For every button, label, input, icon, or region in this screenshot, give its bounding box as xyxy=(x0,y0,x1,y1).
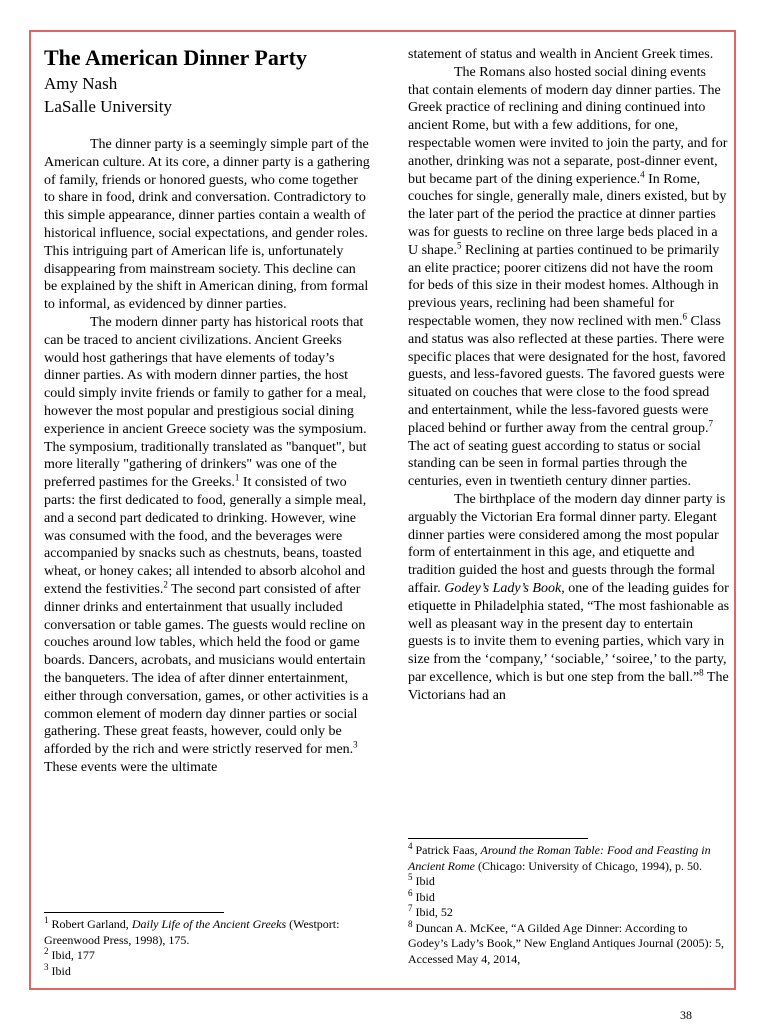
footnote: $^6$ Ibid xyxy=(408,887,435,904)
footnote: $^1$ Robert Garland, Daily Life of the Ancient Greeks (Westport: Greenwood Press, 1998), 175. xyxy=(44,915,340,947)
footnotes-right xyxy=(408,838,730,967)
paragraph: The dinner party is a seemingly simple part of the American culture. At its core, a dinner party is a gathering of family, friends or honored guests, who come together to share in food, drink and conversation. Contradictory to this simple appearance, dinner parties contain a wealth of historical influence, social expectations, and gender roles. This intriguing part of American life is, unfortunately disappearing from mainstream society. This decline can be explained by the shift in American dining, from formal to informal, as evidenced by dinner parties. xyxy=(44,137,370,313)
author-name: Amy Nash xyxy=(44,74,118,93)
footnote-ref[interactable]: 1 xyxy=(234,472,240,483)
footnote: $^7$ Ibid, 52 xyxy=(408,903,453,919)
footnote: $^8$ Duncan A. McKee, “A Gilded Age Dinner: According to Godey’s Lady’s Book,” New England Antiques Journal (2005): 5, Accessed May 4, 2014, xyxy=(408,918,724,966)
footnote-ref[interactable]: 8 xyxy=(699,667,704,678)
paragraph: The Romans also hosted social dining events that contain elements of modern day dinner parties. The Greek practice of reclining and dining continued into ancient Rome, but with a few additions, for one, respectable women were invited to join the party, and for another, drinking was not a separate, post-dinner event, but became part of the dining experience.$^4$ In Rome, couches for single, generally male, diners existed, but by the later part of the period the practice at dinner parties was for guests to recline on three large beds placed in a U shape.$^5$ Reclining at parties continued to be primarily an elite practice; poorer citizens did not have the room for beds of this size in their modest homes. Although in previous years, reclining had been shameful for respectable women, they now reclined with men.$^6$ Class and status was also reflected at these parties. There were specific places that were designated for the host, favored guests, and less-favored guests. The favored guests were situated on couches that were close to the food spread and entertainment, while the less-favored guests were placed behind or further away from the central group.$^7$ The act of seating guest according to status or social standing can be seen in formal parties through the centuries, even in twentieth century dinner parties. xyxy=(408,64,728,490)
page-number: 38 xyxy=(680,1008,692,1022)
left-column xyxy=(44,44,370,777)
article-title: The American Dinner Party xyxy=(44,45,307,70)
footnote-ref[interactable]: 4 xyxy=(640,168,645,179)
right-column xyxy=(408,46,730,704)
footnotes-left xyxy=(44,912,370,979)
footnote-ref[interactable]: 6 xyxy=(682,311,687,322)
footnote-ref[interactable]: 3 xyxy=(353,739,358,750)
footnote-divider xyxy=(44,912,224,913)
footnote: $^2$ Ibid, 177 xyxy=(44,946,95,962)
italic-title: Godey’s Lady’s Book xyxy=(444,580,562,596)
paragraph: The modern dinner party has historical roots that can be traced to ancient civilizations. Ancient Greeks would host gatherings that have elements of today’s dinner parties. As with modern dinner parties, the host could simply invite friends or family to gather for a meal, however the most popular and prestigious social dining experience in ancient Greece society was the symposium. The symposium, traditionally translated as "banquet", but more literally "gathering of drinkers" was one of the preferred pastimes for the Greeks.$^1$ It consisted of two parts: the first dedicated to food, generally a simple meal, and a second part dedicated to drinking. However, wine was consumed with the food, and the beverages were accompanied by snacks such as chestnuts, beans, toasted wheat, or honey cakes; all intended to absorb alcohol and extend the festivities.$^2$ The second part consisted of after dinner drinks and entertainment that usually included conversation or table games. The guests would recline on couches around low tables, which held the food or game boards. Dancers, acrobats, and musicians would entertain the banqueters. The idea of after dinner entertainment, either through conversation, games, or other activities is a common element of modern day dinner parties or social gathering. These great feasts, however, could only be afforded by the rich and were strictly reserved for men.$^3$ These events were the ultimate xyxy=(44,314,369,775)
paragraph: statement of status and wealth in Ancient Greek times. xyxy=(408,47,714,62)
footnote: $^5$ Ibid xyxy=(408,872,435,888)
footnote: $^4$ Patrick Faas, Around the Roman Table: Food and Feasting in Ancient Rome (Chicago: University of Chicago, 1994), p. 50. xyxy=(408,841,711,873)
right-body xyxy=(408,46,730,704)
footnote-ref[interactable]: 2 xyxy=(163,579,168,590)
footnote: $^3$ Ibid xyxy=(44,961,71,978)
footnote-divider xyxy=(408,838,588,839)
footnote-ref[interactable]: 5 xyxy=(457,240,462,251)
left-body xyxy=(44,136,370,777)
paragraph: The birthplace of the modern day dinner party is arguably the Victorian Era formal dinner party. Elegant dinner parties were considered among the most popular form of entertainment in this age, and etiquette and tradition guided the host and guests through the formal affair. Godey’s Lady’s Book, one of the leading guides for etiquette in Philadelphia stated, “The most fashionable as well as pleasant way in the present day to entertain guests is to invite them to evening parties, which vary in size from the ‘company,’ ‘sociable,’ ‘soiree,’ to the party, par excellence, which is but one step from the ball.”$^8$ The Victorians had an xyxy=(408,491,730,703)
author-affiliation: LaSalle University xyxy=(44,97,172,116)
footnote-ref[interactable]: 7 xyxy=(708,418,713,429)
